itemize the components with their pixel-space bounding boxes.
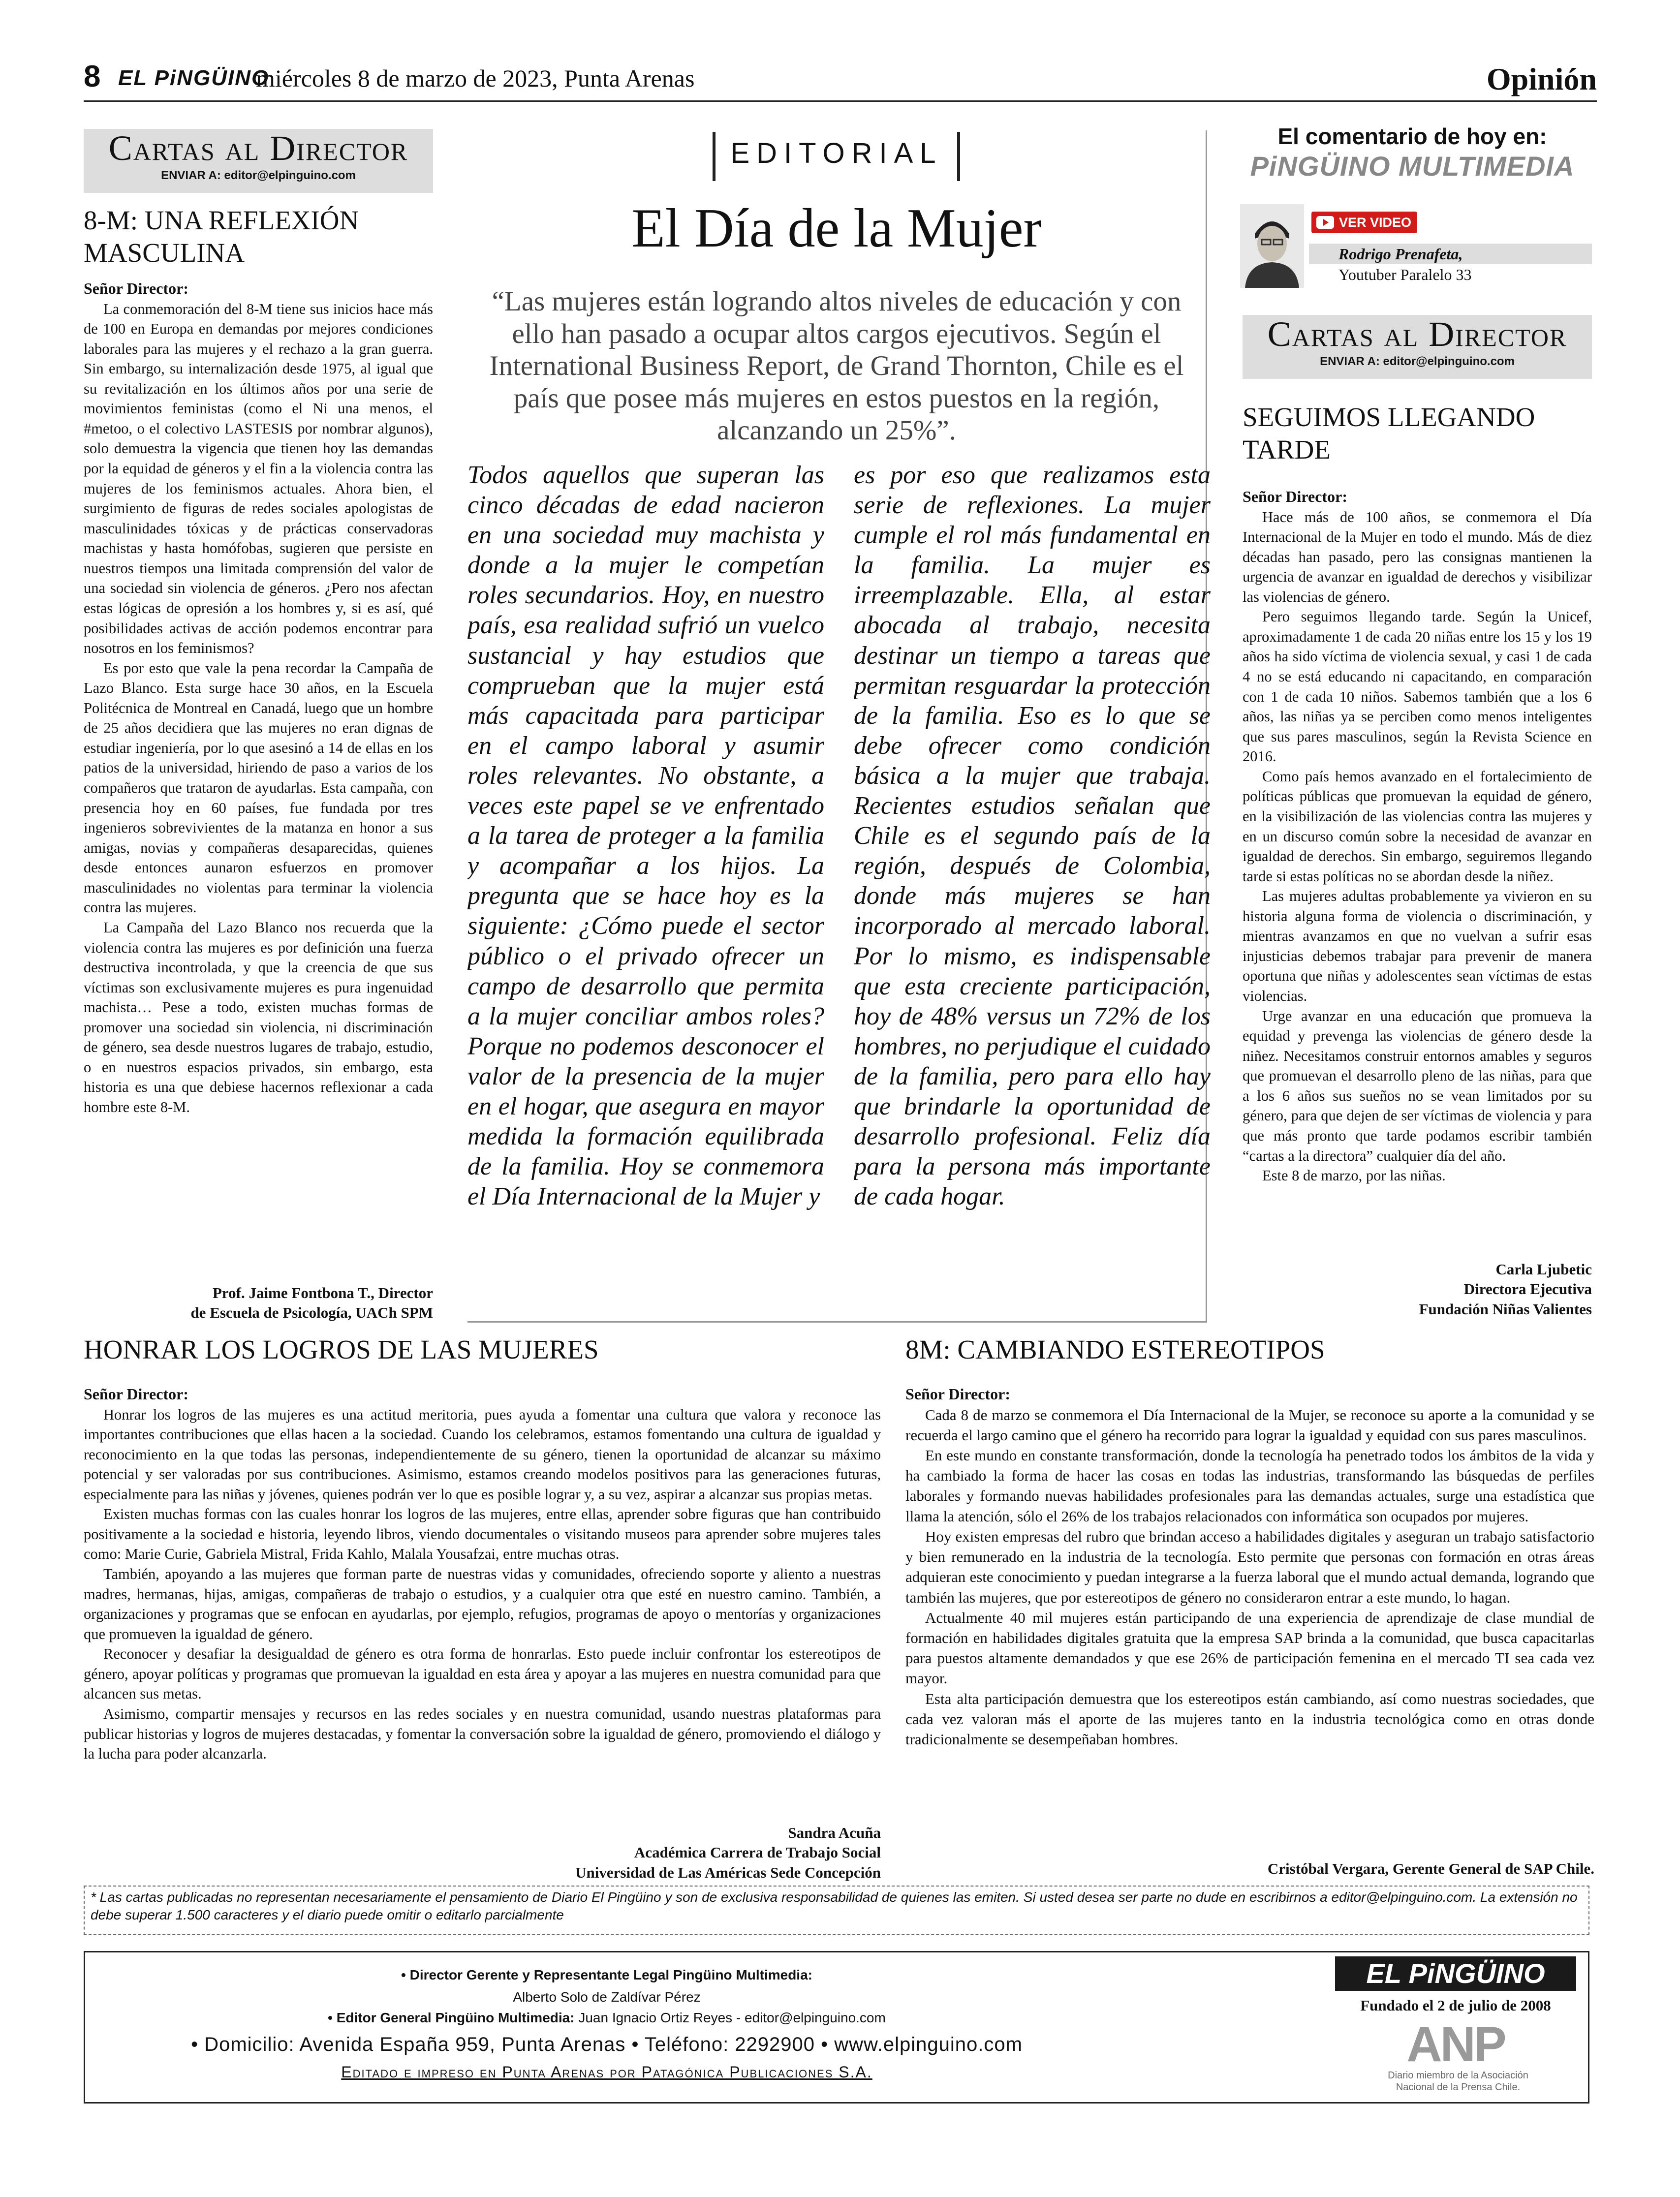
author-role: Youtuber Paralelo 33 bbox=[1338, 266, 1472, 283]
footer-director-name: Alberto Solo de Zaldívar Pérez bbox=[513, 1989, 701, 2005]
footer-publisher: Editado e impreso en Punta Arenas por Patagónica Publicaciones S.A. bbox=[341, 2063, 872, 2081]
letter-paragraph: Esta alta participación demuestra que los estereotipos están cambiando, así como nuestras sociedades, que cada vez valoran más el aporte de las mujeres tanto en la industria tecnológica como en otras donde tradicionalmente se desempeñaban hombres. bbox=[905, 1690, 1594, 1748]
author-photo bbox=[1240, 204, 1304, 288]
letter-paragraph: Cada 8 de marzo se conmemora el Día Internacional de la Mujer, se reconoce su aporte a la comunidad y se recuerda el largo camino que el género ha recorrido para lograr la igualdad y equidad con sus pares masculinos. bbox=[905, 1406, 1594, 1444]
signature-line: Sandra Acuña bbox=[788, 1824, 881, 1841]
cartas-email: ENVIAR A: editor@elpinguino.com bbox=[161, 169, 356, 183]
signature-line: Académica Carrera de Trabajo Social bbox=[634, 1844, 881, 1861]
letter-body bbox=[905, 1384, 1594, 1861]
letter-signature bbox=[84, 1823, 881, 1883]
letter-paragraph: Reconocer y desafiar la desigualdad de género es otra forma de honrarlas. Esto puede incluir confrontar los estereotipos de género, apoyar políticas y programas que promuevan la igualdad en esta área y apoyar a las mujeres en nuestra comunidad para que alcancen sus metas. bbox=[84, 1645, 881, 1702]
anp-text: Diario miembro de la Asociación Nacional de la Prensa Chile. bbox=[1388, 2070, 1528, 2093]
editorial-column: Todos aquellos que superan las cinco décadas de edad nacieron en una sociedad muy machista y donde a la mujer le competían roles secundarios. Hoy, en nuestro país, esa realidad sufrió un vuelco sustancial y hay estudios que comprueban que la mujer está más capacitada para participar en el campo laboral y asumir roles relevantes. No obstante, a veces este papel se ve enfrentado a la tarea de proteger a la familia y acompañar a los hijos. La pregunta que se hace hoy es la siguiente: ¿Cómo puede el sector público o el privado ofrecer un campo de desarrollo que permita a la mujer conciliar ambos roles? Porque no podemos desconocer el valor de la presencia de la mujer en el hogar, que asegura en mayor medida la formación equilibrada de la familia. Hoy se conmemora el Día Internacional de la Mujer y bbox=[467, 461, 824, 1211]
video-button[interactable] bbox=[1311, 212, 1417, 233]
editorial-title: El Día de la Mujer bbox=[631, 198, 1042, 259]
letter-paragraph: En este mundo en constante transformación, donde la tecnología ha penetrado todos los ámbitos de la vida y ha cambiado la forma de hacer las cosas en todas las industrias, transformando las búsquedas de perfiles laborales y formando nuevas habilidades profesionales para las demandas actuales, surge una estadística que llama la atención, sólo el 26% de los trabajos relacionados con informática son ocupados por mujeres. bbox=[905, 1446, 1594, 1525]
letter-salutation: Señor Director: bbox=[1243, 488, 1347, 505]
letter-body bbox=[84, 1384, 881, 1826]
footer-box bbox=[84, 1951, 1589, 2104]
footer-logo-box bbox=[1335, 1956, 1576, 1991]
letter-title: 8M: CAMBIANDO ESTEREOTIPOS bbox=[905, 1334, 1325, 1364]
letter-salutation: Señor Director: bbox=[84, 279, 188, 297]
letter-paragraph: Este 8 de marzo, por las niñas. bbox=[1262, 1167, 1446, 1184]
letter-signature bbox=[1243, 1260, 1592, 1319]
page-number: 8 bbox=[84, 60, 101, 93]
letter-title: HONRAR LOS LOGROS DE LAS MUJERES bbox=[84, 1334, 599, 1364]
letter-paragraph: La conmemoración del 8-M tiene sus inicios hace más de 100 en Europa en demandas por mejores condiciones laborales para las mujeres y el rechazo a la gran guerra. Sin embargo, su internalización desde 1975, al igual que su revitalización en los últimos años por una serie de movimientos feministas (como el Ni una menos, el #metoo, o el colectivo LASTESIS por nombrar algunos), solo demuestra la vigencia que tienen hoy las demandas por la equidad de géneros y el fin a la violencia contra las mujeres de los feminismos actuales. Ahora bien, el surgimiento de figuras de redes sociales apologistas de masculinidades tóxicas y de prácticas conservadoras machistas y hasta homófobas, sugieren que persiste en nuestros tiempos una limitada comprensión del valor de una sociedad sin violencia de géneros. ¿Pero nos afectan estas lógicas de opresión a los hombres y, si es así, qué posibilidades activas de acción podemos encontrar para nosotros en los feminismos? bbox=[84, 300, 433, 657]
letter-paragraph: Las mujeres adultas probablemente ya vivieron en su historia alguna forma de violencia o discriminación, y mientras avanzamos en que no vuelvan a sufrir esas injusticias debemos trabajar para prevenir de manera oportuna que niñas y adolescentes sean víctimas de estas violencias. bbox=[1243, 888, 1592, 1005]
disclaimer-box bbox=[84, 1886, 1589, 1935]
footer-director-label: • Director Gerente y Representante Legal Pingüino Multimedia: bbox=[401, 1967, 812, 1982]
footer-editor-label: • Editor General Pingüino Multimedia: bbox=[328, 2010, 575, 2025]
signature-line: Carla Ljubetic bbox=[1495, 1261, 1592, 1278]
letter-paragraph: Pero seguimos llegando tarde. Según la Unicef, aproximadamente 1 de cada 20 niñas entre los 15 y los 19 años ha sido víctima de violencia sexual, y casi 1 de cada 4 no se está educando ni capacitando, en comparación con 1 de cada 10 niños. Sabemos también que a los 6 años, las niñas ya se perciben como menos inteligentes que sus pares masculinos, según la Revista Science en 2016. bbox=[1243, 608, 1592, 765]
multimedia-title: El comentario de hoy en: bbox=[1277, 124, 1547, 149]
footer-editor bbox=[85, 2010, 1128, 2026]
letter-signature bbox=[84, 1283, 433, 1323]
signature-line: Cristóbal Vergara, Gerente General de SAP Chile. bbox=[1267, 1860, 1594, 1877]
multimedia-logo: PiNGÜINO MULTIMEDIA bbox=[1250, 151, 1575, 182]
letter-paragraph: Asimismo, compartir mensajes y recursos en las redes sociales y en nuestra comunidad, usando nuestras plataformas para publicar historias y logros de mujeres destacadas, y fomentar la conversación sobre la igualdad de género, promoviendo el diálogo y la lucha para poder alcanzarla. bbox=[84, 1705, 881, 1763]
anp-logo: ANP bbox=[1406, 2017, 1505, 2072]
letter-paragraph: Es por esto que vale la pena recordar la Campaña de Lazo Blanco. Esta surge hace 30 años, en la Escuela Politécnica de Montreal en Canadá, luego que un hombre de 25 años decidiera que las mujeres no eran dignas de estudiar ingeniería, por lo que asesinó a 14 de ellas en los patios de la universidad, hiriendo de paso a varios de los compañeros que trataron de ayudarlas. Esta campaña, con presencia hoy en 60 países, fue fundada por tres ingenieros sobrevivientes de la matanza en honor a sus amigas, novias y compañeras desaparecidas, quienes desde entonces aunaron esfuerzos en promover masculinidades no violentas para terminar la violencia contra las mujeres. bbox=[84, 659, 433, 916]
page-header bbox=[84, 59, 1597, 102]
letter-paragraph: Actualmente 40 mil mujeres están participando de una experiencia de aprendizaje de clase mundial de formación en habilidades digitales gratuita que la empresa SAP brinda a la comunidad, que busca capacitarlas para puestos altamente demandados y que ese 26% de participación femenina en el mercado TI sea cada vez mayor. bbox=[905, 1609, 1594, 1687]
letter-paragraph: Hace más de 100 años, se conmemora el Día Internacional de la Mujer en todo el mundo. Más de diez décadas han pasado, pero las consignas mantienen la urgencia de avanzar en igualdad de derechos y visibilizar las violencias de género. bbox=[1243, 508, 1592, 605]
footer-editor-value: Juan Ignacio Ortiz Reyes - editor@elpinguino.com bbox=[574, 2010, 886, 2025]
editorial-divider bbox=[957, 132, 960, 181]
editorial-quote: “Las mujeres están logrando altos niveles de educación y con ello han pasado a ocupar altos cargos ejecutivos. Según el International Business Report, de Grand Thornton, Chile es el país que posee más mujeres en estos puestos en la región, alcanzando un 25%”. bbox=[489, 286, 1184, 446]
footer-logo: EL PiNGÜINO bbox=[1366, 1958, 1545, 1989]
letter-paragraph: La Campaña del Lazo Blanco nos recuerda que la violencia contra las mujeres es por definición una fuerza destructiva incontrolada, y que la creencia de que sus víctimas son exclusivamente mujeres es pura ingenuidad machista… Pese a todo, existen muchas formas de promover una sociedad sin violencia, ni discriminación de género, sea desde nuestros lugares de trabajo, estudio, o en nuestros espacios privados, sin embargo, esta historia es una que debiese hacernos reflexionar a cada hombre este 8-M. bbox=[84, 919, 433, 1116]
editorial-label: EDITORIAL bbox=[730, 137, 943, 169]
letter-paragraph: Existen muchas formas con las cuales honrar los logros de las mujeres, entre ellas, aprender sobre figuras que han contribuido positivamente a la sociedad e historia, leyendo libros, viendo documentales o visitando museos para aprender sobre mujeres tales como: Marie Curie, Gabriela Mistral, Frida Kahlo, Malala Yousafzai, entre muchas otras. bbox=[84, 1506, 881, 1563]
cartas-header-left bbox=[84, 129, 433, 193]
letter-paragraph: Hoy existen empresas del rubro que brindan acceso a habilidades digitales y aseguran un trabajo satisfactorio y bien remunerado en la industria de la tecnología. Esto permite que personas con formación en otras áreas adquieran este conocimiento y puedan integrarse a la fuerza laboral que el mundo actual demanda, logrando que también las mujeres, que por estereotipos de género no consideraron entrar a este mundo, lo hagan. bbox=[905, 1527, 1594, 1606]
letter-paragraph: Urge avanzar en una educación que promueva la equidad y prevenga las violencias de género desde la niñez. Necesitamos construir entornos amables y seguros que promuevan el desarrollo pleno de las niñas, para que a los 6 años sus sueños no se vean limitados por su género, para que dejen de ser víctimas de violencia y para que más pronto que tarde podamos escribir también “cartas a la directora” cualquier día del año. bbox=[1243, 1007, 1592, 1164]
letter-salutation: Señor Director: bbox=[84, 1385, 188, 1403]
play-icon bbox=[1316, 216, 1334, 229]
letter-body bbox=[1243, 486, 1592, 1259]
editorial-column: es por eso que realizamos esta serie de reflexiones. La mujer cumple el rol más fundamental en la familia. La mujer es irreemplazable. Ella, al estar abocada al trabajo, necesita destinar un tiempo a tareas que permitan resguardar la protección de la familia. Eso es lo que se debe ofrecer como condición básica a la mujer que trabaja. Recientes estudios señalan que Chile es el segundo país de la región, después de Colombia, donde más mujeres se han incorporado al mercado laboral. Por lo mismo, es indispensable que esta creciente participación, hoy de 48% versus un 72% de los hombres, no perjudique el cuidado de la familia, pero para ello hay que brindarle la oportunidad de desarrollo profesional. Feliz día para la persona más importante de cada hogar. bbox=[854, 461, 1211, 1211]
letter-paragraph: Honrar los logros de las mujeres es una actitud meritoria, pues ayuda a fomentar una cultura que valora y reconoce las importantes contribuciones que ellas hacen a la sociedad. Cuando los celebramos, estamos fomentando una cultura de igualdad y reconocimiento en la que todas las personas, independientemente de su género, tienen la oportunidad de alcanzar su máximo potencial y ser valoradas por sus contribuciones. Asimismo, estamos creando modelos positivos para las generaciones futuras, especialmente para las niñas y jóvenes, quienes podrán ver lo que es posible lograr y, a su vez, aspirar a alcanzar sus propias metas. bbox=[84, 1406, 881, 1503]
signature-line: Universidad de Las Américas Sede Concepción bbox=[575, 1863, 881, 1881]
issue-date: miércoles 8 de marzo de 2023, Punta Arenas bbox=[256, 64, 695, 92]
editorial-divider bbox=[713, 132, 716, 181]
letter-signature bbox=[905, 1859, 1594, 1879]
footer-address: • Domicilio: Avenida España 959, Punta Arenas • Teléfono: 2292900 • www.elpinguino.com bbox=[191, 2034, 1023, 2055]
cartas-title: Cartas al Director bbox=[1267, 314, 1567, 354]
signature-line: Prof. Jaime Fontbona T., Director bbox=[212, 1284, 433, 1301]
signature-line: Fundación Niñas Valientes bbox=[1419, 1300, 1592, 1318]
letter-salutation: Señor Director: bbox=[905, 1385, 1010, 1403]
letter-title: 8-M: UNA REFLEXIÓN MASCULINA bbox=[84, 205, 359, 268]
letter-title: SEGUIMOS LLEGANDO TARDE bbox=[1243, 402, 1535, 464]
disclaimer-text: * Las cartas publicadas no representan necesariamente el pensamiento de Diario El Pingüino y son de exclusiva responsabilidad de quienes las emiten. Si usted desea ser parte no dude en escribirnos a editor@elpinguino.com. La extensión no debe superar 1.500 caracteres y el diario puede omitir o editarlo parcialmente bbox=[91, 1889, 1578, 1923]
cartas-title: Cartas al Director bbox=[108, 128, 408, 168]
letter-body bbox=[84, 278, 433, 1282]
section-title: Opinión bbox=[1486, 62, 1597, 96]
newspaper-logo: EL PiNGÜINO bbox=[118, 66, 270, 90]
author-bar bbox=[1309, 244, 1592, 264]
footer-founded: Fundado el 2 de julio de 2008 bbox=[1360, 1997, 1551, 2014]
cartas-email: ENVIAR A: editor@elpinguino.com bbox=[1320, 355, 1515, 369]
signature-line: de Escuela de Psicología, UACh SPM bbox=[190, 1304, 433, 1322]
video-button-label: VER VIDEO bbox=[1339, 215, 1412, 230]
author-name: Rodrigo Prenafeta, bbox=[1338, 245, 1463, 263]
letter-paragraph: También, apoyando a las mujeres que forman parte de nuestras vidas y comunidades, ofreciendo soporte y aliento a nuestras madres, hermanas, hijas, amigas, compañeras de trabajo o estudios, y a cualquier otra que esté en nuestro camino. También, a organizaciones y programas que se enfocan en ayudarlas, por ejemplo, refugios, programas de apoyo o mentorías y organizaciones que promueven la igualdad de género. bbox=[84, 1566, 881, 1642]
letter-paragraph: Como país hemos avanzado en el fortalecimiento de políticas públicas que promuevan la equidad de género, en la visibilización de las violencias contra las mujeres y en un discurso común sobre la necesidad de avanzar en igualdad de derechos. Sin embargo, seguiremos llegando tarde si estas políticas no se abordan desde la niñez. bbox=[1243, 768, 1592, 885]
cartas-header-right bbox=[1243, 315, 1592, 379]
signature-line: Directora Ejecutiva bbox=[1463, 1280, 1592, 1298]
